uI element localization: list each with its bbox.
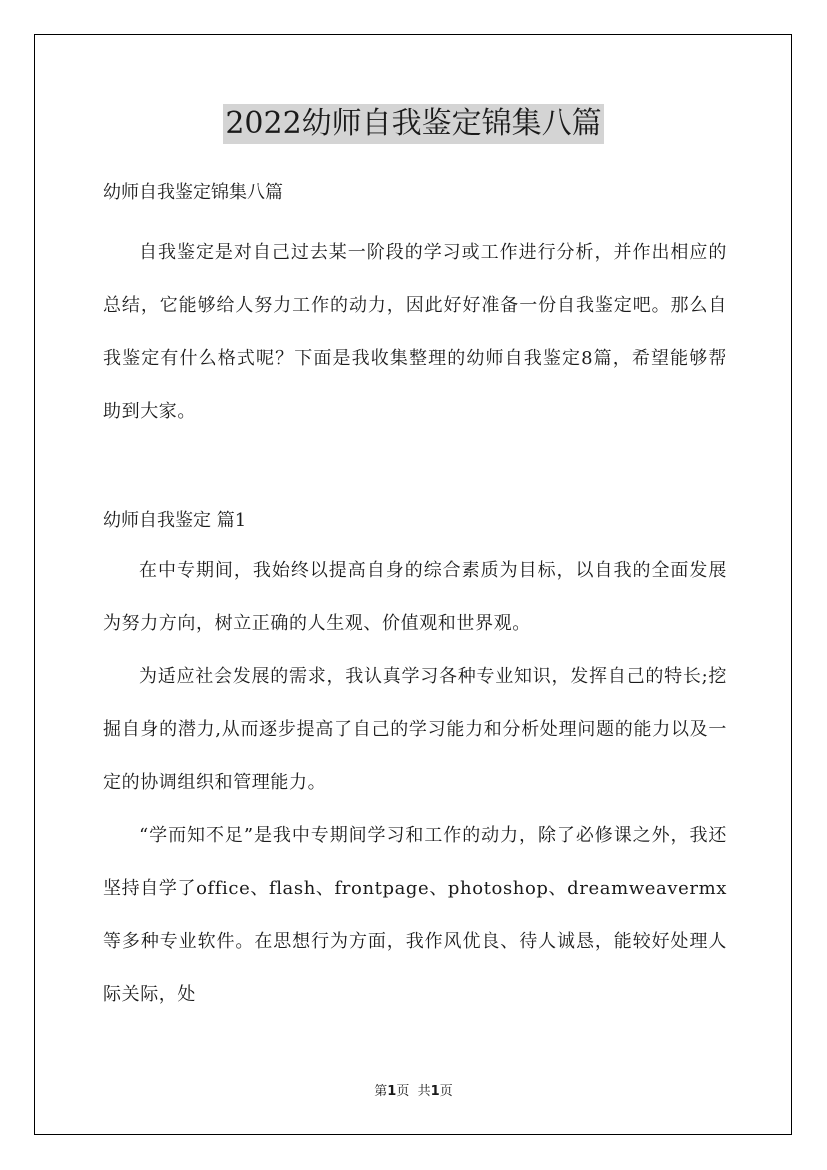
footer-total-pages: 1 [430,1084,440,1099]
page-footer [0,1084,827,1100]
document-title: 2022幼师自我鉴定锦集八篇 [223,104,603,144]
section-paragraph: “学而知不足”是我中专期间学习和工作的动力，除了必修课之外，我还坚持自学了office、flash、frontpage、photoshop、dreamweavermx等多种专业软件。在思想行为方面，我作风优良、待人诚恳，能较好处理人际关际，处 [103,825,727,1005]
section-paragraph: 为适应社会发展的需求，我认真学习各种专业知识，发挥自己的特长;挖掘自身的潜力,从而逐步提高了自己的学习能力和分析处理问题的能力以及一定的协调组织和管理能力。 [103,666,727,793]
footer-page-word: 页 [396,1084,410,1099]
footer-current-page: 1 [387,1084,397,1099]
section-1 [103,498,727,1021]
document-body [103,170,727,1021]
intro-paragraph: 自我鉴定是对自己过去某一阶段的学习或工作进行分析，并作出相应的总结，它能够给人努力工作的动力，因此好好准备一份自我鉴定吧。那么自我鉴定有什么格式呢？下面是我收集整理的幼师自我鉴定8篇，希望能够帮助到大家。 [103,242,727,422]
section-heading: 幼师自我鉴定 篇1 [103,510,247,531]
footer-total-prefix: 共 [417,1084,431,1099]
footer-total-suffix: 页 [439,1084,453,1099]
document-subtitle: 幼师自我鉴定锦集八篇 [103,182,283,203]
document-title-wrap [0,103,827,144]
footer-prefix: 第 [374,1084,388,1099]
section-paragraph: 在中专期间，我始终以提高自身的综合素质为目标，以自我的全面发展为努力方向，树立正确的人生观、价值观和世界观。 [103,560,727,634]
